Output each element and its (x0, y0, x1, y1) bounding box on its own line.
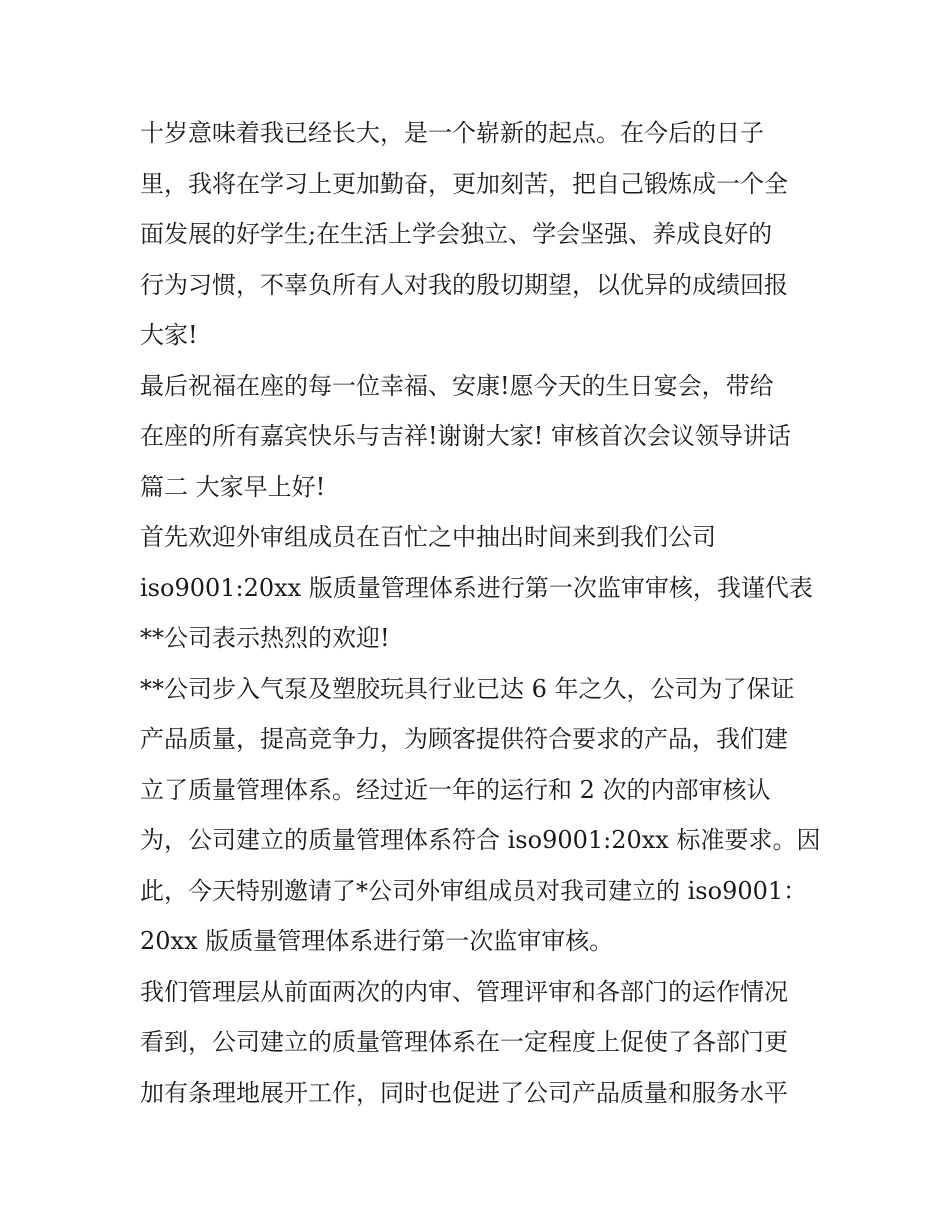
text-line: 我们管理层从前面两次的内审、管理评审和各部门的运作情况 (140, 977, 788, 1006)
document-body (140, 108, 830, 1118)
text-line: **公司表示热烈的欢迎! (140, 624, 390, 652)
text-line: 首先欢迎外审组成员在百忙之中抽出时间来到我们公司 (140, 523, 716, 551)
text-line: 最后祝福在座的每一位幸福、安康!愿今天的生日宴会，带给 (140, 371, 774, 400)
text-line: 行为习惯，不辜负所有人对我的殷切期望，以优异的成绩回报 (140, 270, 788, 299)
text-line: **公司步入气泵及塑胶玩具行业已达 6 年之久，公司为了保证 (140, 674, 795, 703)
text-line: 此，今天特别邀请了*公司外审组成员对我司建立的 iso9001： (140, 876, 808, 905)
text-line: 大家! (140, 321, 198, 349)
text-line: 里，我将在学习上更加勤奋，更加刻苦，把自己锻炼成一个全 (140, 169, 788, 198)
text-line: 面发展的好学生;在生活上学会独立、学会坚强、养成良好的 (140, 220, 773, 248)
text-line: 在座的所有嘉宾快乐与吉祥!谢谢大家! 审核首次会议领导讲话 (140, 422, 791, 450)
text-line: 20xx 版质量管理体系进行第一次监审审核。 (140, 927, 614, 955)
text-line: 立了质量管理体系。经过近一年的运行和 2 次的内部审核认 (140, 775, 771, 804)
text-line: 产品质量，提高竞争力，为顾客提供符合要求的产品，我们建 (140, 725, 788, 753)
text-line: 十岁意味着我已经长大，是一个崭新的起点。在今后的日子 (140, 119, 764, 147)
text-line: 篇二 大家早上好! (140, 472, 326, 501)
text-line: 看到，公司建立的质量管理体系在一定程度上促使了各部门更 (140, 1028, 788, 1056)
text-line: iso9001:20xx 版质量管理体系进行第一次监审审核，我谨代表 (140, 573, 813, 602)
text-line: 为，公司建立的质量管理体系符合 iso9001:20xx 标准要求。因 (140, 826, 821, 854)
text-line: 加有条理地展开工作，同时也促进了公司产品质量和服务水平 (140, 1078, 788, 1107)
